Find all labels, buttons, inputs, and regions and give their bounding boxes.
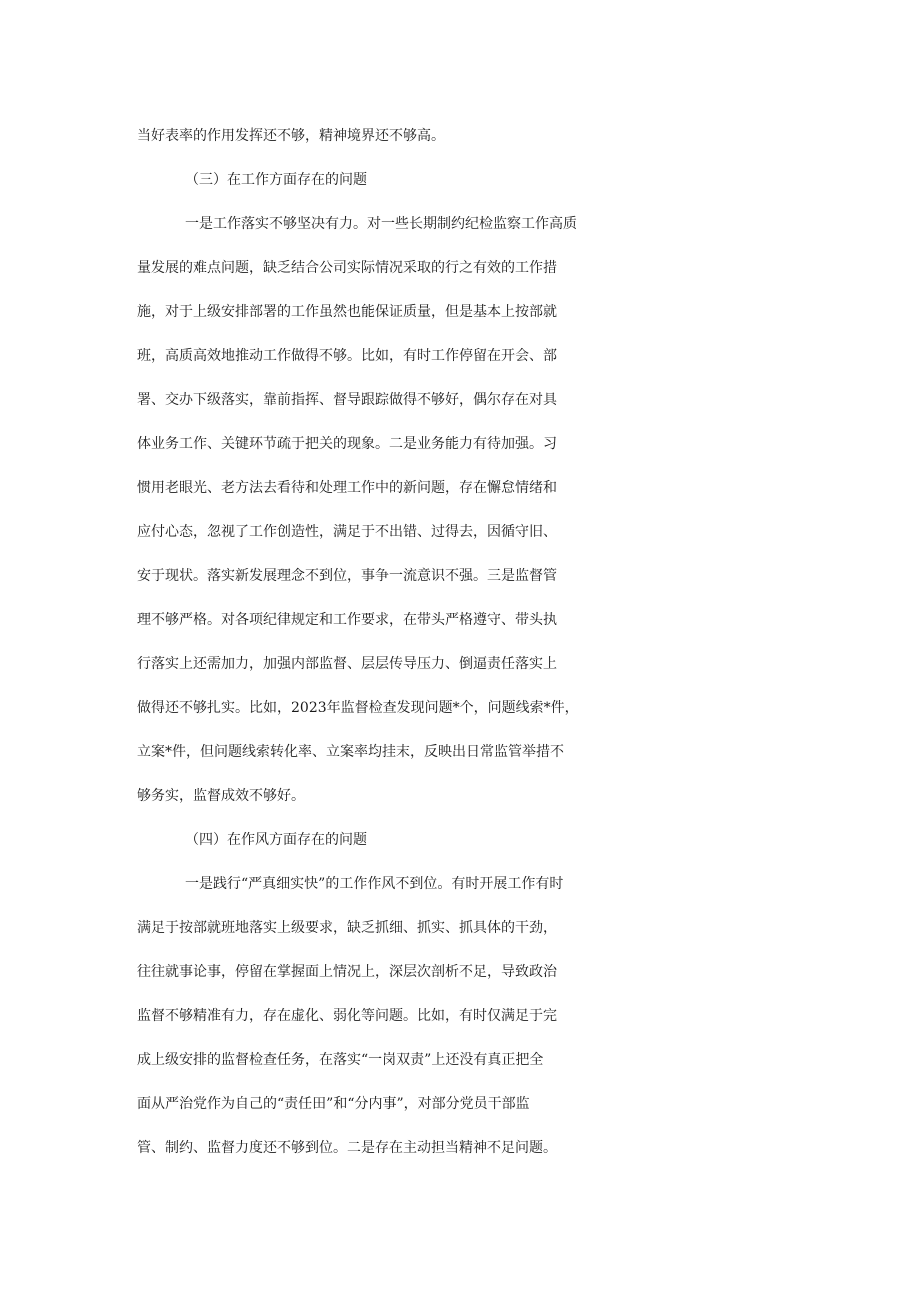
text-line: 施，对于上级安排部署的工作虽然也能保证质量，但是基本上按部就 [137,304,557,320]
text-line: 做得还不够扎实。比如，2023年监督检查发现问题*个，问题线索*件， [137,700,579,716]
section-heading: （四）在作风方面存在的问题 [185,832,367,848]
text-line: 立案*件，但问题线索转化率、立案率均挂末，反映出日常监管举措不 [137,744,564,760]
text-line: 体业务工作、关键环节疏于把关的现象。二是业务能力有待加强。习 [137,436,557,452]
paragraph-first-line: 一是工作落实不够坚决有力。对一些长期制约纪检监察工作高质 [185,216,577,232]
text-line: 满足于按部就班地落实上级要求，缺乏抓细、抓实、抓具体的干劲， [137,920,557,936]
text-line: 惯用老眼光、老方法去看待和处理工作中的新问题，存在懈怠情绪和 [137,480,557,496]
text-line: 行落实上还需加力，加强内部监督、层层传导压力、倒逼责任落实上 [137,656,557,672]
text-line: 量发展的难点问题，缺乏结合公司实际情况采取的行之有效的工作措 [137,260,557,276]
text-line: 署、交办下级落实，靠前指挥、督导跟踪做得不够好，偶尔存在对具 [137,392,557,408]
text-line: 管、制约、监督力度还不够到位。二是存在主动担当精神不足问题。 [137,1140,557,1156]
text-line: 当好表率的作用发挥还不够，精神境界还不够高。 [137,128,445,144]
text-line: 往往就事论事，停留在掌握面上情况上，深层次剖析不足，导致政治 [137,964,557,980]
text-line: 面从严治党作为自己的“责任田”和“分内事”，对部分党员干部监 [137,1096,530,1112]
section-heading: （三）在工作方面存在的问题 [185,172,367,188]
text-line: 成上级安排的监督检查任务，在落实“一岗双责”上还没有真正把全 [137,1052,544,1068]
text-line: 理不够严格。对各项纪律规定和工作要求，在带头严格遵守、带头执 [137,612,557,628]
text-line: 安于现状。落实新发展理念不到位，事争一流意识不强。三是监督管 [137,568,557,584]
text-line: 班，高质高效地推动工作做得不够。比如，有时工作停留在开会、部 [137,348,557,364]
text-line: 应付心态，忽视了工作创造性，满足于不出错、过得去，因循守旧、 [137,524,557,540]
text-line: 监督不够精准有力，存在虚化、弱化等问题。比如，有时仅满足于完 [137,1008,557,1024]
paragraph-first-line: 一是践行“严真细实快”的工作作风不到位。有时开展工作有时 [185,876,564,892]
text-line: 够务实，监督成效不够好。 [137,788,305,804]
